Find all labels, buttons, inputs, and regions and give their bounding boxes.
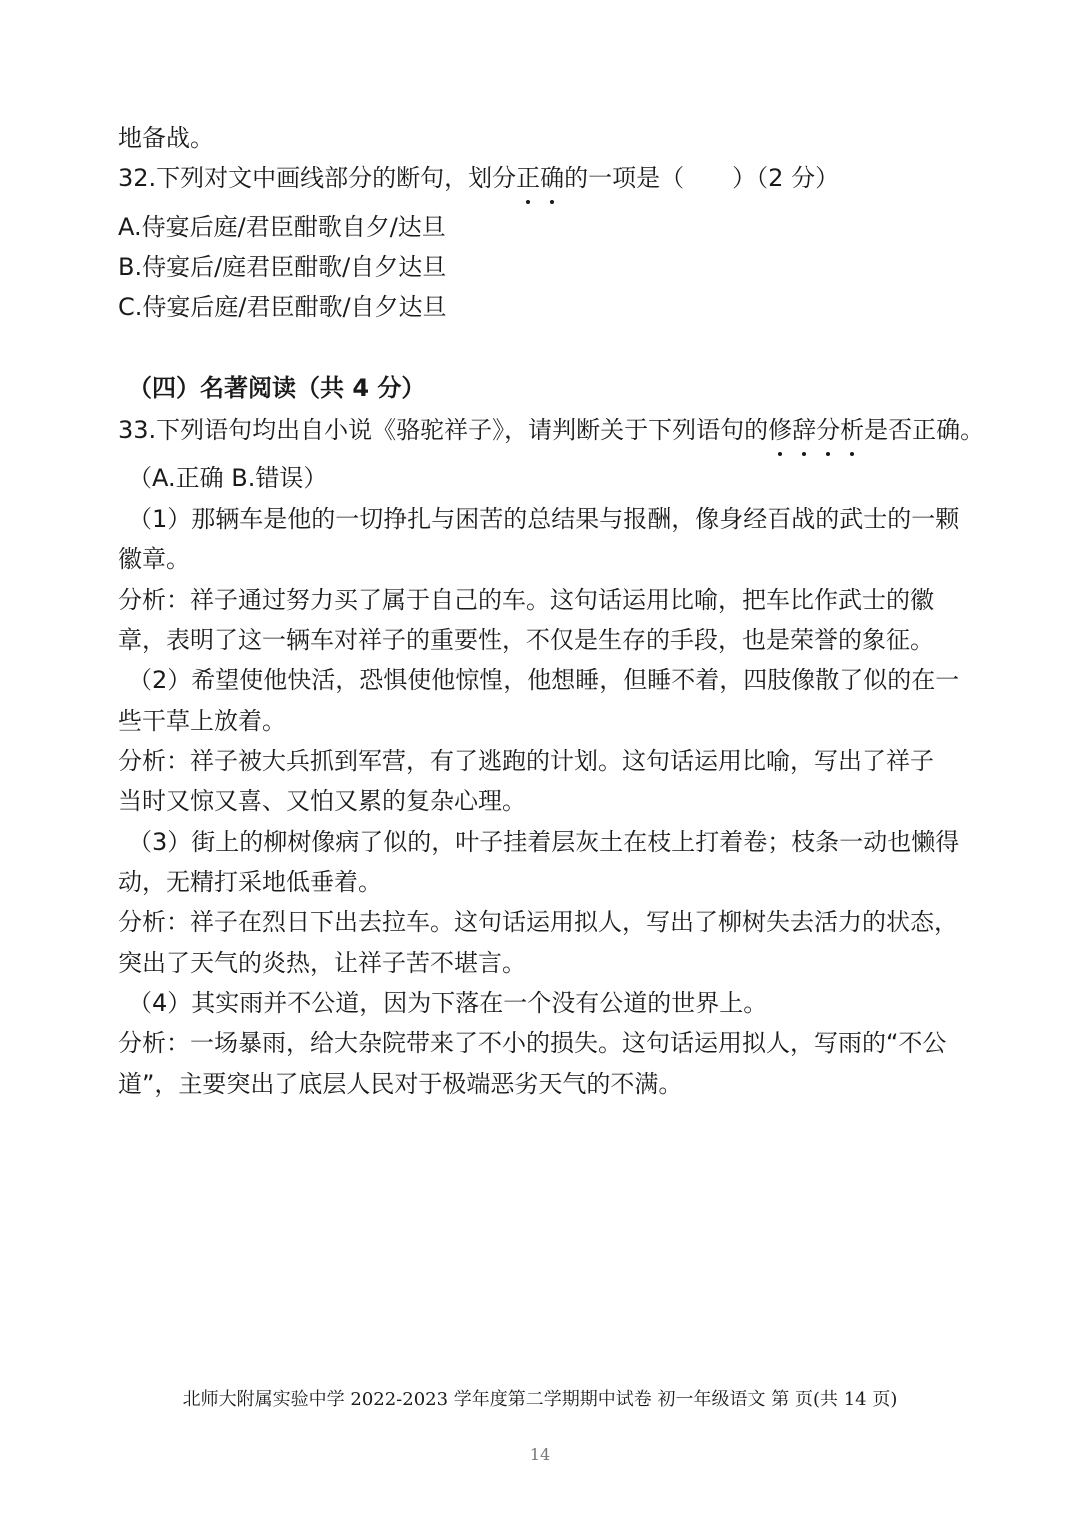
emphasis-char: 分 bbox=[816, 410, 840, 450]
item-4-analysis: 分析：一场暴雨，给大杂院带来了不小的损失。这句话运用拟人，写雨的“不公 bbox=[118, 1029, 947, 1057]
item-1-analysis: 分析：祥子通过努力买了属于自己的车。这句话运用比喻，把车比作武士的徽 bbox=[118, 586, 934, 614]
page-footer: 北师大附属实验中学 2022-2023 学年度第二学期期中试卷 初一年级语文 第 页(共 14 页) bbox=[182, 1389, 898, 1410]
question-33-text: 33.下列语句均出自小说《骆驼祥子》，请判断关于下列语句的 bbox=[118, 416, 769, 444]
item-3-quote: （3）街上的柳树像病了似的，叶子挂着层灰土在枝上打着卷；枝条一动也懒得 bbox=[128, 828, 960, 856]
question-32-text: 32.下列对文中画线部分的断句，划分 bbox=[118, 164, 517, 192]
item-1-quote-cont: 徽章。 bbox=[118, 545, 190, 573]
emphasis-char: 正 bbox=[516, 158, 540, 198]
option-c: C.侍宴后庭/君臣酣歌/自夕达旦 bbox=[118, 293, 447, 321]
item-1-analysis-cont: 章，表明了这一辆车对祥子的重要性，不仅是生存的手段，也是荣誉的象征。 bbox=[118, 626, 934, 654]
item-2-quote-cont: 些干草上放着。 bbox=[118, 707, 286, 735]
item-2-quote: （2）希望使他快活，恐惧使他惊惶，他想睡，但睡不着，四肢像散了似的在一 bbox=[128, 666, 960, 694]
option-b: B.侍宴后/庭君臣酣歌/自夕达旦 bbox=[118, 253, 447, 281]
question-32-tail: 的一项是（ ）（2 分） bbox=[564, 164, 840, 192]
option-a: A.侍宴后庭/君臣酣歌自夕/达旦 bbox=[118, 213, 446, 241]
emphasis-char: 析 bbox=[840, 410, 864, 450]
emphasis-dotted-text bbox=[516, 164, 564, 192]
emphasis-dotted-text bbox=[768, 416, 864, 444]
item-3-analysis-cont: 突出了天气的炎热，让祥子苦不堪言。 bbox=[118, 949, 526, 977]
item-2-analysis-cont: 当时又惊又喜、又怕又累的复杂心理。 bbox=[118, 787, 526, 815]
page-number: 14 bbox=[529, 1445, 551, 1464]
answer-options: （A.正确 B.错误） bbox=[128, 464, 328, 492]
section-heading: （四）名著阅读（共 4 分） bbox=[128, 374, 426, 402]
item-4-quote: （4）其实雨并不公道，因为下落在一个没有公道的世界上。 bbox=[128, 989, 768, 1017]
question-33-tail: 是否正确。 bbox=[864, 416, 985, 444]
item-3-quote-cont: 动，无精打采地低垂着。 bbox=[118, 868, 382, 896]
question-32 bbox=[118, 158, 839, 198]
emphasis-char: 修 bbox=[768, 410, 792, 450]
item-1-quote: （1）那辆车是他的一切挣扎与困苦的总结果与报酬，像身经百战的武士的一颗 bbox=[128, 505, 960, 533]
emphasis-char: 确 bbox=[540, 158, 564, 198]
question-33 bbox=[118, 410, 984, 450]
text-line: 地备战。 bbox=[118, 124, 214, 152]
emphasis-char: 辞 bbox=[792, 410, 816, 450]
item-4-analysis-cont: 道”，主要突出了底层人民对于极端恶劣天气的不满。 bbox=[118, 1070, 683, 1098]
item-2-analysis: 分析：祥子被大兵抓到军营，有了逃跑的计划。这句话运用比喻，写出了祥子 bbox=[118, 747, 934, 775]
item-3-analysis: 分析：祥子在烈日下出去拉车。这句话运用拟人，写出了柳树失去活力的状态， bbox=[118, 908, 958, 936]
